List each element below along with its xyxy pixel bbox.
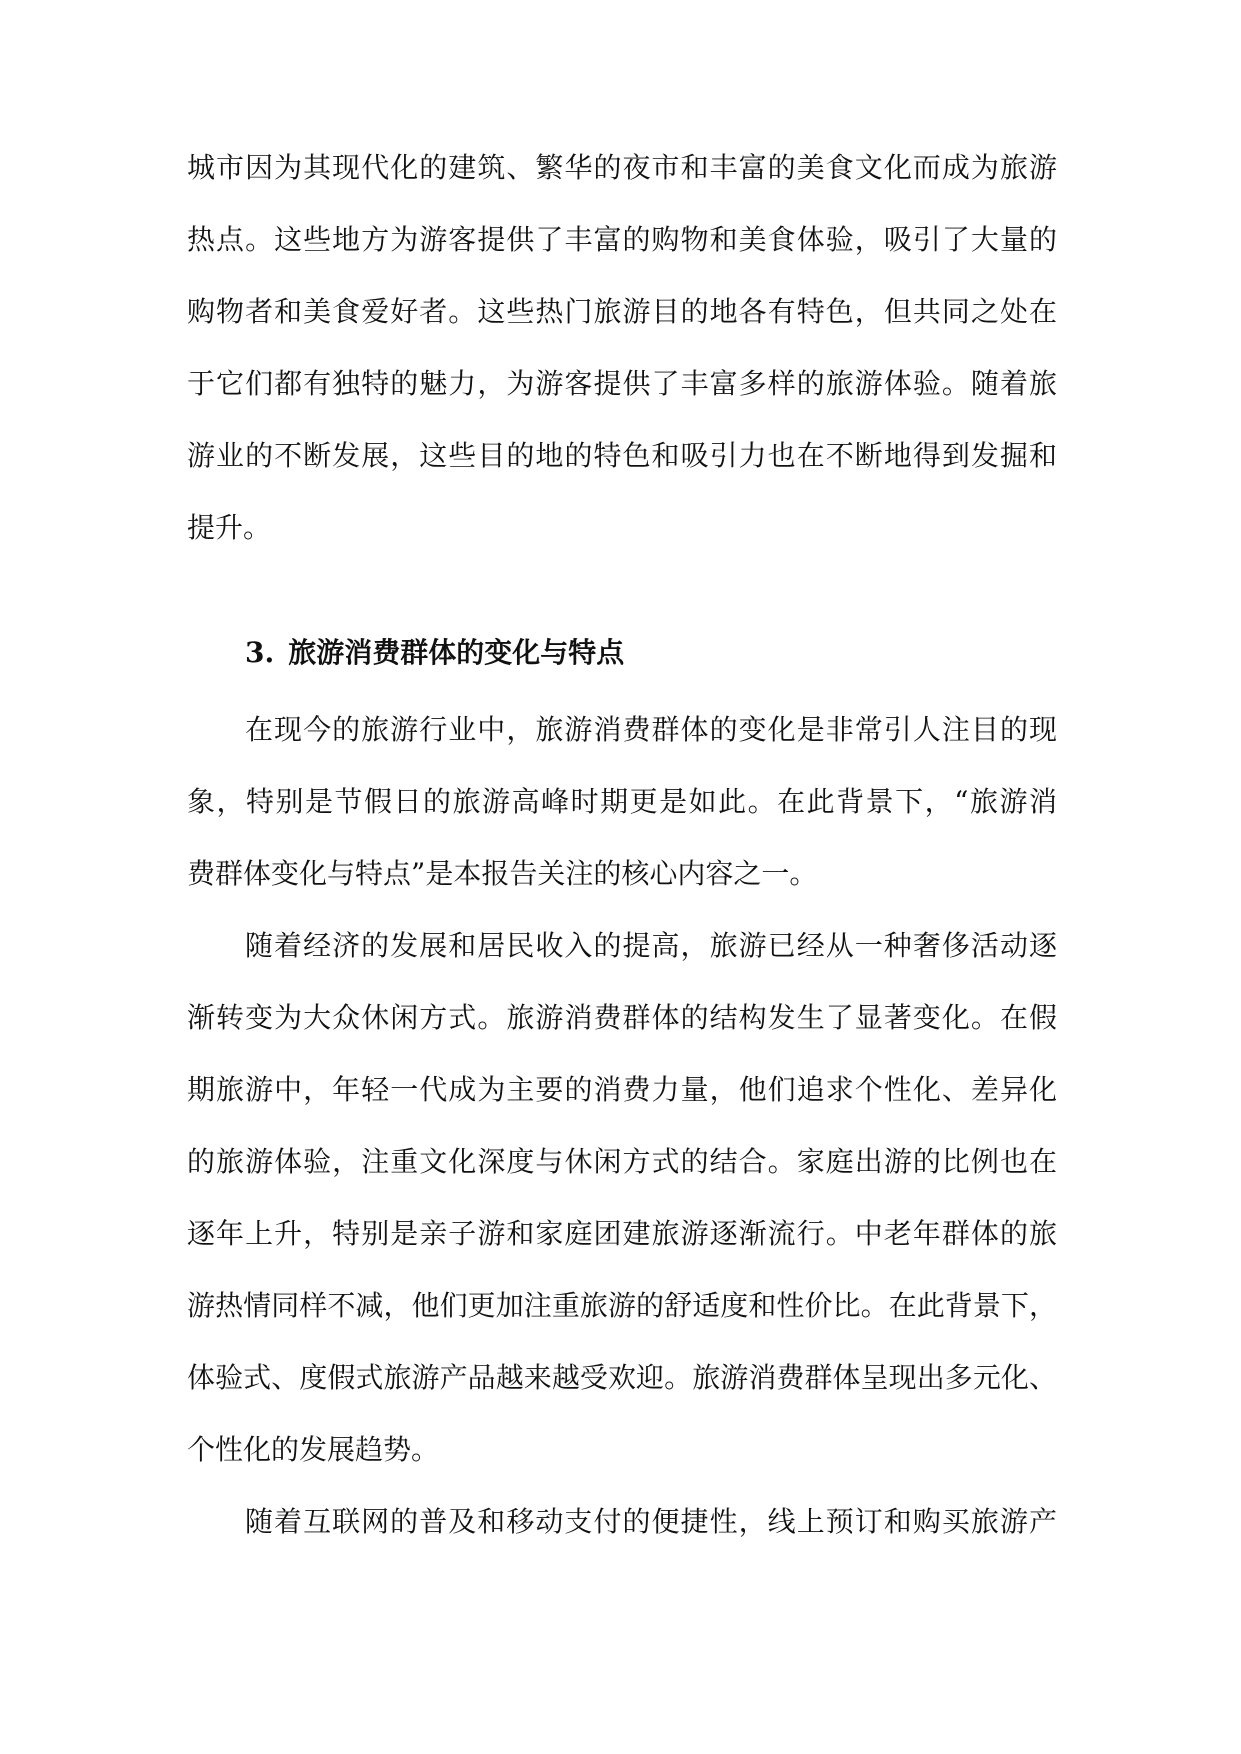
paragraph-1-line-4: 于它们都有独特的魅力，为游客提供了丰富多样的旅游体验。随着旅 [187,367,1057,400]
paragraph-1-line-2: 热点。这些地方为游客提供了丰富的购物和美食体验，吸引了大量的 [187,223,1057,256]
section-title: 旅游消费群体的变化与特点 [288,636,625,669]
paragraph-1-line-6: 提升。 [187,511,272,544]
paragraph-2-line-2: 象，特别是节假日的旅游高峰时期更是如此。在此背景下，“旅游消 [187,785,1057,818]
paragraph-3-line-8: 个性化的发展趋势。 [187,1433,440,1466]
paragraph-1-line-5: 游业的不断发展，这些目的地的特色和吸引力也在不断地得到发掘和 [187,439,1057,472]
paragraph-3-line-6: 游热情同样不减，他们更加注重旅游的舒适度和性价比。在此背景下， [187,1289,1057,1322]
paragraph-1-line-1: 城市因为其现代化的建筑、繁华的夜市和丰富的美食文化而成为旅游 [187,151,1057,184]
paragraph-4-line-1: 随着互联网的普及和移动支付的便捷性，线上预订和购买旅游产 [245,1505,1057,1538]
paragraph-3-line-2: 渐转变为大众休闲方式。旅游消费群体的结构发生了显著变化。在假 [187,1001,1057,1034]
paragraph-2-line-1: 在现今的旅游行业中，旅游消费群体的变化是非常引人注目的现 [245,713,1057,746]
section-heading [245,633,624,673]
section-number: 3. [245,636,275,669]
paragraph-3-line-4: 的旅游体验，注重文化深度与休闲方式的结合。家庭出游的比例也在 [187,1145,1057,1178]
paragraph-3-line-1: 随着经济的发展和居民收入的提高，旅游已经从一种奢侈活动逐 [245,929,1057,962]
paragraph-3-line-3: 期旅游中，年轻一代成为主要的消费力量，他们追求个性化、差异化 [187,1073,1057,1106]
paragraph-3-line-7: 体验式、度假式旅游产品越来越受欢迎。旅游消费群体呈现出多元化、 [187,1361,1057,1394]
paragraph-2-line-3: 费群体变化与特点”是本报告关注的核心内容之一。 [187,857,818,890]
paragraph-1-line-3: 购物者和美食爱好者。这些热门旅游目的地各有特色，但共同之处在 [187,295,1057,328]
paragraph-3-line-5: 逐年上升，特别是亲子游和家庭团建旅游逐渐流行。中老年群体的旅 [187,1217,1057,1250]
